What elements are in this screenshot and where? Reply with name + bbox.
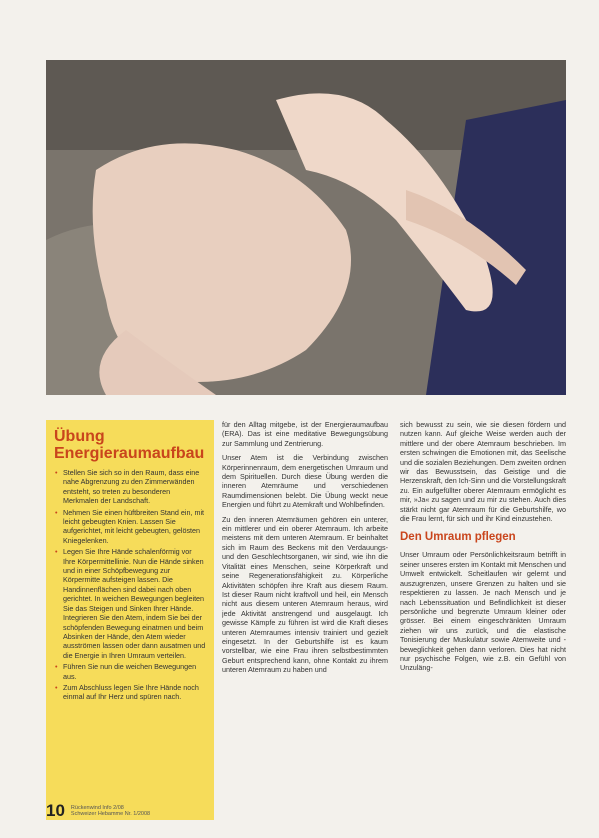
list-item: • Zum Abschluss legen Sie Ihre Hände noch einmal auf Ihr Herz und spüren nach. (63, 683, 206, 702)
paragraph: Unser Atem ist die Verbindung zwischen Körperinnenraum, dem energetischen Umraum und dem Spirituellen. Durch diese Übung werden die inneren Atemräume und verschiedenen Raumdimensionen belebt. Die Übung weckt neue Energien und führt zu Atemkraft und Wohlbefinden. (222, 453, 388, 510)
paragraph: Zu den inneren Atemräumen gehören ein unterer, ein mittlerer und ein oberer Atemraum. Ich arbeite meistens mit dem unteren Atemraum. Er beinhaltet sich im Raum des Beckens mit den Verdauungs- und den Geschlechtsorganen, wir sind, wie ihn die Vitalität eines Menschen, seine Körperkraft und seine Regenerationsfähigkeit zu. Körperliche Aktivitäten schöpfen ihre Kraft aus diesem Raum. Ist dieser Raum nicht kraftvoll und heil, ein Mensch nicht aus diesem unteren Atemraum heraus, wird jede Aktivität anstrengend und ausgelaugt. Ich gewisse Kämpfe zu führen ist wird die Kraft dieses unteren Atemraumes intensiv trainiert und gezielt eingesetzt. In der Geburtshilfe ist es kaum vorstellbar, wie eine Frau ihren selbstbestimmten Geburt entsprechend kann, ohne Kontakt zu ihrem unteren Atemraum zu haben und (222, 514, 388, 675)
list-item: • Nehmen Sie einen hüftbreiten Stand ein, mit leicht gebeugten Knien. Lassen Sie aufgerichtet, mit leicht gebeugten, gelösten Kniegelenken. (63, 508, 206, 546)
hands-photo-icon (46, 60, 566, 395)
footer-line: Rückenwind Info 2/08 (70, 804, 124, 811)
article-column-2 (222, 420, 388, 820)
exercise-box (46, 420, 214, 820)
footer-source (71, 805, 150, 818)
section-heading: Den Umraum pflegen (400, 531, 516, 544)
list-item: • Legen Sie Ihre Hände schalenförmig vor Ihre Körpermittellinie. Nun die Hände sinken und in einer Schöpfbewegung zur Körpermitte aufsteigen lassen. Die Handinnenflächen sind dabei nach oben gerichtet. In weichen Bewegungen begleiten Sie das Steigen und Sinken Ihrer Hände. Integrieren Sie den Atem, indem Sie bei der schöpfenden Bewegung einatmen und beim Absinken der Hände, den Atem wieder ausströmen lassen oder dann ausatmen und die Energie in Ihren Umraum verteilen. (63, 547, 206, 660)
footer-line: Schweizer Hebamme Nr. 1/2008 (70, 811, 151, 817)
hands-photo (46, 60, 566, 395)
page-footer (46, 800, 214, 822)
paragraph: für den Alltag mitgebe, ist der Energieraumaufbau (ERA). Das ist eine meditative Bewegungsübung zur Sammlung und Zentrierung. (222, 420, 388, 448)
page-number: 10 (46, 801, 65, 820)
article-column-3 (400, 420, 566, 820)
paragraph: sich bewusst zu sein, wie sie diesen fördern und nutzen kann. Auf gleiche Weise werden auch der mittlere und der obere Atemraum beschrieben. Im ersten schwingen die Emotionen mit, das Seelische und die sozialen Beziehungen. Dem zweiten ordnen wir das Bewusstsein, das Geistige und die Herzenskraft, den Ich-Sinn und die Vorstellungskraft zu. Ein aufgefüllter oberer Atemraum ermöglicht es mir, »Ja« zu sagen und zu mir zu stehen. Auch dies stärkt nicht gar Atemraum für die Geburtshilfe, wo die Frau lernt, für sich und ihr Kind einzustehen. (400, 420, 566, 524)
list-item: • Führen Sie nun die weichen Bewegungen aus. (63, 662, 206, 681)
list-item: • Stellen Sie sich so in den Raum, dass eine nahe Abgrenzung zu den Zimmerwänden entsteht, so treten zu besonderen Merkmalen der Landschaft. (63, 468, 206, 506)
paragraph: Unser Umraum oder Persönlichkeitsraum betrifft in seiner unseres ersten im Kontakt mit Menschen und Umwelt entwickelt. Scheitlaufen wir gelernt und auszugrenzen, unsere Grenzen zu halten und sie respektieren zu lassen. Je nach Mensch und je nach Lebenssituation und Befindlichkeit ist dieser persönliche und begrenzte Umraum kleiner oder grösser. Bei einem eingeschränkten Umraum ziehen wir uns zurück, und die elastische Tonisierung der Muskulatur sowie Atemweite und -beweglichkeit gehen dann verloren. Dies hat nicht nur psychische Folgen, wie z.B. ein Gefühl von Unzuläng- (400, 550, 566, 673)
exercise-list (54, 468, 206, 702)
exercise-title: Übung Energieraumaufbau (54, 428, 205, 462)
